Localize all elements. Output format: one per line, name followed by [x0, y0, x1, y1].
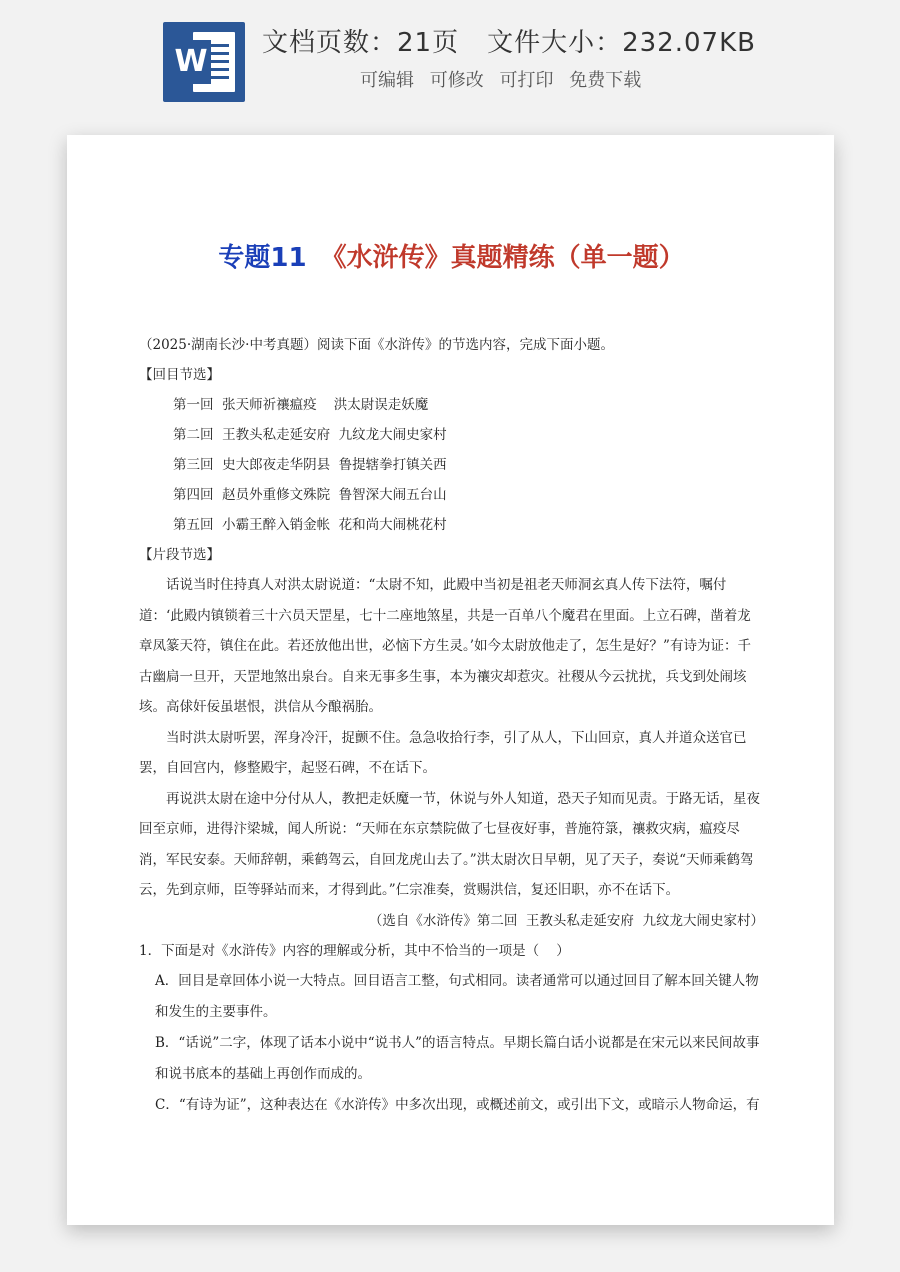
- document-info-banner: [0, 0, 900, 120]
- chapter-item: 第一回 张天师祈禳瘟疫 洪太尉误走妖魔: [173, 397, 429, 413]
- title-prefix: 专题11: [218, 243, 307, 273]
- excerpt-paragraph: 当时洪太尉听罢，浑身冷汗，捉颤不住。急急收拾行李，引了从人，下山回京，真人并道众送官已罢，自回宫内，修整殿宇，起竖石碑，不在话下。: [139, 729, 747, 776]
- feature-printable: 可打印: [499, 70, 554, 91]
- chapter-item: 第四回 赵员外重修文殊院 鲁智深大闹五台山: [173, 487, 447, 503]
- file-size-label: 文件大小：232.07KB: [487, 28, 756, 58]
- feature-modifiable: 可修改: [429, 70, 484, 91]
- chapter-item: 第五回 小霸王醉入销金帐 花和尚大闹桃花村: [173, 517, 447, 533]
- excerpt-paragraph: 再说洪太尉在途中分付从人，教把走妖魔一节，休说与外人知道，恐天子知而见责。于路无话，星夜回至京师，进得汴梁城，闻人所说：“天师在东京禁院做了七昼夜好事，普施符箓，禳救灾病，瘟疫尽消，军民安泰。天师辞朝，乘鹤驾云，自回龙虎山去了。”洪太尉次日早朝，见了天子，奏说“天师乘鹤驾云，先到京师，臣等驿站而来，才得到此。”仁宗准奏，赏赐洪信，复还旧职，亦不在话下。: [139, 790, 760, 898]
- intro-text: （2025·湖南长沙·中考真题）阅读下面《水浒传》的节选内容，完成下面小题。: [139, 337, 614, 353]
- answer-option-b: B．“话说”二字，体现了话本小说中“说书人”的语言特点。早期长篇白话小说都是在宋元以来民间故事和说书底本的基础上再创作而成的。: [155, 1034, 760, 1082]
- document-meta: [262, 22, 784, 59]
- answer-option-c: C．“有诗为证”，这种表达在《水浒传》中多次出现，或概述前文，或引出下文，或暗示人物命运，有: [155, 1096, 760, 1113]
- feature-list: [360, 66, 651, 92]
- document-page: [67, 135, 834, 1225]
- question-text: 1．下面是对《水浒传》内容的理解或分析，其中不恰当的一项是（ ）: [139, 942, 570, 959]
- document-title: [139, 237, 764, 274]
- feature-editable: 可编辑: [360, 70, 414, 91]
- page-count-label: 文档页数：21页: [262, 28, 460, 58]
- document-body: [139, 330, 764, 1121]
- chapter-item: 第三回 史大郎夜走华阴县 鲁提辖拳打镇关西: [173, 457, 447, 473]
- chapter-item: 第二回 王教头私走延安府 九纹龙大闹史家村: [173, 427, 447, 443]
- word-document-icon: W: [163, 22, 245, 102]
- section-heading-excerpt: 【片段节选】: [139, 547, 220, 563]
- source-citation: （选自《水浒传》第二回 王教头私走延安府 九纹龙大闹史家村）: [368, 912, 764, 929]
- section-heading-chapters: 【回目节选】: [139, 367, 220, 383]
- feature-free-download: 免费下载: [569, 70, 642, 91]
- title-main: 《水浒传》真题精练（单一题）: [320, 243, 685, 273]
- answer-option-a: A．回目是章回体小说一大特点。回目语言工整，句式相同。读者通常可以通过回目了解本回关键人物和发生的主要事件。: [155, 972, 759, 1020]
- excerpt-paragraph: 话说当时住持真人对洪太尉说道：“太尉不知，此殿中当初是祖老天师洞玄真人传下法符，嘱付道：‘此殿内镇锁着三十六员天罡星，七十二座地煞星，共是一百单八个魔君在里面。上立石碑，凿着龙章凤篆天符，镇住在此。若还放他出世，必恼下方生灵。’如今太尉放他走了，怎生是好？”有诗为证：千古幽扃一旦开，天罡地煞出泉台。自来无事多生事，本为禳灾却惹灾。社稷从今云扰扰，兵戈到处闹垓垓。高俅奸佞虽堪恨，洪信从今酿祸胎。: [139, 577, 751, 715]
